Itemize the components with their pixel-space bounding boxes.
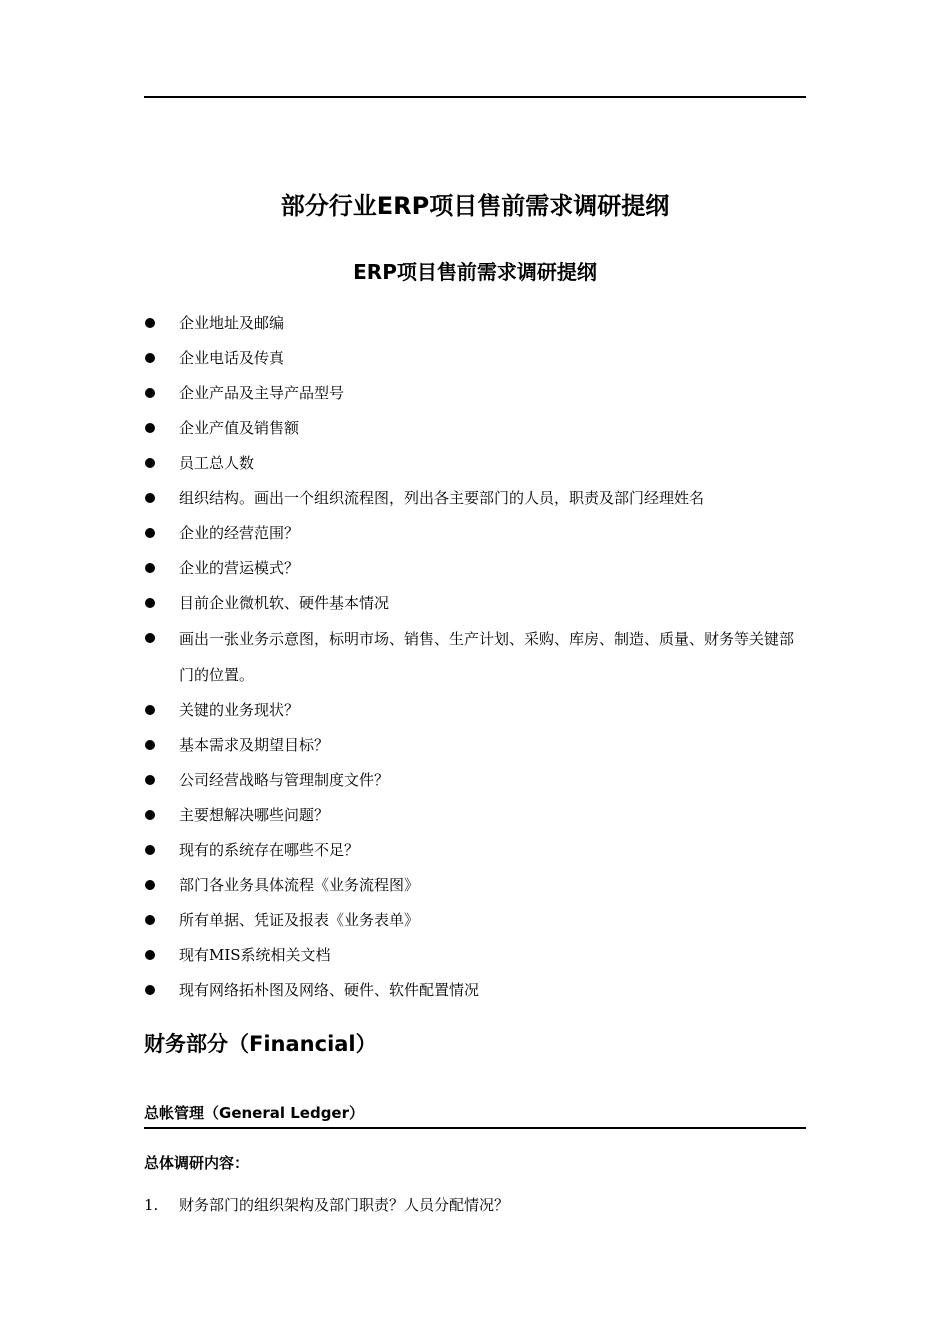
list-item-text: 企业地址及邮编 — [179, 314, 285, 332]
list-item — [144, 516, 808, 551]
list-item-text: 企业产品及主导产品型号 — [179, 384, 345, 402]
list-item — [144, 833, 808, 868]
list-item — [144, 868, 808, 903]
bullet-icon — [145, 705, 155, 715]
list-item-text: 企业的营运模式？ — [179, 559, 300, 577]
content-label: 总体调研内容： — [144, 1154, 250, 1172]
bullet-icon — [145, 633, 155, 643]
list-item — [144, 341, 808, 376]
list-item-text: 现有MIS系统相关文档 — [179, 946, 331, 964]
list-item — [144, 798, 808, 833]
list-item-text: 主要想解决哪些问题？ — [179, 806, 330, 824]
list-item-text: 部门各业务具体流程《业务流程图》 — [179, 876, 420, 894]
list-item-text: 企业产值及销售额 — [179, 419, 300, 437]
bullet-icon — [145, 915, 155, 925]
bullet-icon — [145, 880, 155, 890]
bullet-icon — [145, 775, 155, 785]
bullet-icon — [145, 458, 155, 468]
bullet-icon — [145, 318, 155, 328]
section-heading: 财务部分（Financial） — [144, 1032, 377, 1056]
bullet-icon — [145, 528, 155, 538]
list-item-text: 公司经营战略与管理制度文件？ — [179, 771, 390, 789]
bullet-icon — [145, 423, 155, 433]
list-item-text: 画出一张业务示意图，标明市场、销售、生产计划、采购、库房、制造、质量、财务等关键部门的位置。 — [179, 630, 795, 684]
list-item — [144, 763, 808, 798]
list-item-text: 关键的业务现状？ — [179, 701, 300, 719]
list-item — [144, 481, 808, 516]
bullet-icon — [145, 493, 155, 503]
list-item-text: 企业电话及传真 — [179, 349, 285, 367]
header-rule — [144, 96, 806, 98]
bullet-icon — [145, 810, 155, 820]
list-item-text: 目前企业微机软、硬件基本情况 — [179, 594, 390, 612]
item-text: 财务部门的组织架构及部门职责？人员分配情况？ — [179, 1196, 510, 1214]
list-item — [144, 903, 808, 938]
subsection-heading: 总帐管理（General Ledger） — [144, 1102, 806, 1129]
list-item — [144, 693, 808, 728]
bullet-icon — [145, 388, 155, 398]
list-item-text: 现有网络拓朴图及网络、硬件、软件配置情况 — [179, 981, 480, 999]
list-item — [144, 973, 808, 1008]
list-item — [144, 938, 808, 973]
numbered-item — [144, 1194, 806, 1215]
bullet-icon — [145, 598, 155, 608]
list-item-text: 所有单据、凭证及报表《业务表单》 — [179, 911, 420, 929]
bullet-list — [144, 306, 808, 1008]
list-item-text: 组织结构。画出一个组织流程图，列出各主要部门的人员，职责及部门经理姓名 — [179, 489, 705, 507]
list-item — [144, 728, 808, 763]
list-item-text: 现有的系统存在哪些不足？ — [179, 841, 360, 859]
list-item — [144, 551, 808, 586]
bullet-icon — [145, 950, 155, 960]
bullet-icon — [145, 563, 155, 573]
list-item-text: 企业的经营范围？ — [179, 524, 300, 542]
list-item-text: 基本需求及期望目标？ — [179, 736, 330, 754]
document-title: 部分行业ERP项目售前需求调研提纲 — [280, 192, 670, 220]
list-item — [144, 621, 808, 693]
bullet-icon — [145, 740, 155, 750]
list-item — [144, 306, 808, 341]
list-item — [144, 376, 808, 411]
bullet-icon — [145, 985, 155, 995]
document-subtitle: ERP项目售前需求调研提纲 — [353, 260, 597, 284]
bullet-icon — [145, 353, 155, 363]
list-item — [144, 411, 808, 446]
bullet-icon — [145, 845, 155, 855]
list-item — [144, 586, 808, 621]
item-number: 1. — [144, 1196, 159, 1214]
list-item-text: 员工总人数 — [179, 454, 255, 472]
list-item — [144, 446, 808, 481]
